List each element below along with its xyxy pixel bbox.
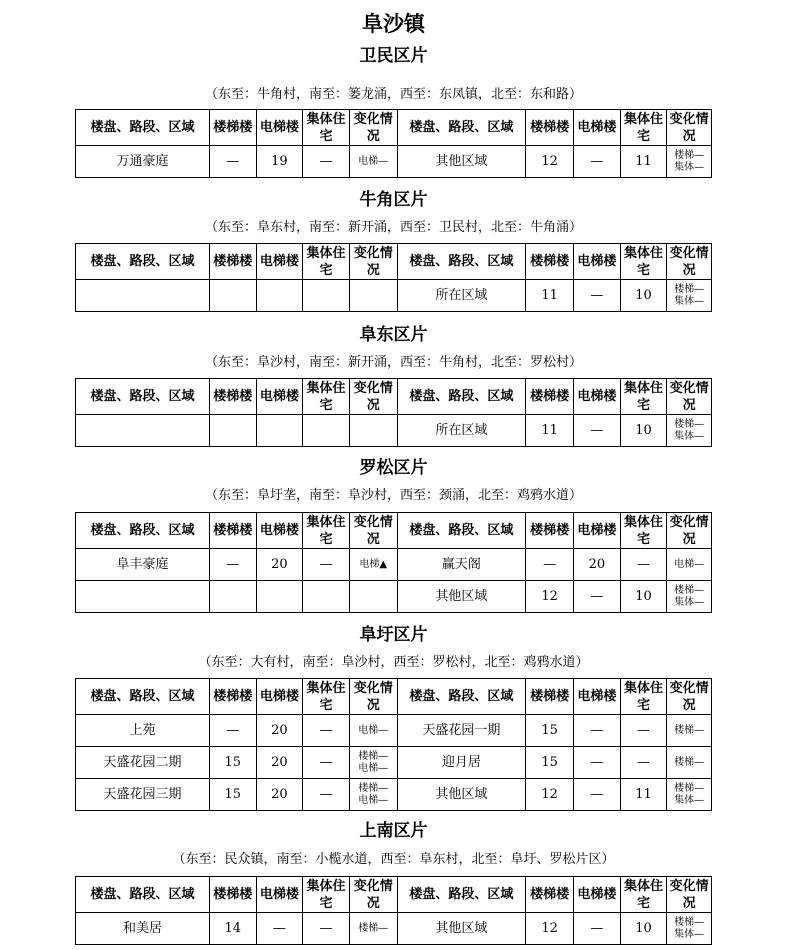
table-cell: 12 xyxy=(526,581,574,613)
change-cell xyxy=(667,549,712,581)
change-line: 电梯— xyxy=(358,794,389,806)
column-header: 楼梯楼 xyxy=(526,679,574,715)
table-cell: 其他区域 xyxy=(397,779,526,811)
change-line: 集体— xyxy=(674,928,705,940)
table-row xyxy=(76,415,712,447)
table-cell: 12 xyxy=(526,146,574,178)
table-cell: 和美居 xyxy=(76,913,210,945)
table-cell: — xyxy=(574,146,621,178)
column-header: 电梯楼 xyxy=(574,513,621,549)
column-header: 楼盘、路段、区域 xyxy=(76,110,210,146)
price-table xyxy=(75,876,712,945)
table-cell: — xyxy=(209,549,256,581)
table-cell: — xyxy=(256,913,303,945)
section-boundaries: （东至：大有村，南至：阜沙村，西至：罗松村，北至：鸡鸦水道） xyxy=(198,655,589,670)
table-cell: 20 xyxy=(256,779,303,811)
table-row xyxy=(76,146,712,178)
table-cell: 天盛花园二期 xyxy=(76,747,210,779)
change-line: 楼梯— xyxy=(674,724,705,736)
column-header: 变化情况 xyxy=(667,244,712,280)
table-header-row xyxy=(76,679,712,715)
table-cell: — xyxy=(574,913,621,945)
section-title: 罗松区片 xyxy=(359,458,428,478)
table-cell: 15 xyxy=(209,747,256,779)
table-cell: 上苑 xyxy=(76,715,210,747)
table-cell xyxy=(303,415,350,447)
table-cell: 11 xyxy=(620,779,667,811)
table-cell: 10 xyxy=(620,280,667,312)
table-row xyxy=(76,779,712,811)
change-cell xyxy=(667,913,712,945)
table-cell xyxy=(209,581,256,613)
change-cell xyxy=(349,779,397,811)
column-header: 楼梯楼 xyxy=(526,244,574,280)
table-cell: — xyxy=(574,747,621,779)
table-cell: 15 xyxy=(526,715,574,747)
column-header: 集体住宅 xyxy=(620,110,667,146)
table-cell: 15 xyxy=(209,779,256,811)
section-boundaries: （东至：阜圩垄，南至：阜沙村，西至：颈涌，北至：鸡鸦水道） xyxy=(204,488,582,503)
table-cell: 赢天阁 xyxy=(397,549,526,581)
section-title: 阜圩区片 xyxy=(359,625,428,645)
column-header: 楼梯楼 xyxy=(209,679,256,715)
price-table xyxy=(75,678,712,811)
table-cell: 所在区域 xyxy=(397,280,526,312)
table-cell: 11 xyxy=(526,415,574,447)
column-header: 楼盘、路段、区域 xyxy=(397,513,526,549)
column-header: 楼盘、路段、区域 xyxy=(397,110,526,146)
column-header: 变化情况 xyxy=(349,513,397,549)
section-title: 卫民区片 xyxy=(359,46,428,66)
table-cell: 10 xyxy=(620,415,667,447)
column-header: 电梯楼 xyxy=(256,877,303,913)
column-header: 集体住宅 xyxy=(620,244,667,280)
table-cell: — xyxy=(574,415,621,447)
table-cell: — xyxy=(574,581,621,613)
table-cell: 12 xyxy=(526,779,574,811)
table-cell: — xyxy=(209,146,256,178)
table-header-row xyxy=(76,244,712,280)
table-cell: 11 xyxy=(620,146,667,178)
table-cell: — xyxy=(620,715,667,747)
table-cell xyxy=(209,280,256,312)
table-cell: 天盛花园一期 xyxy=(397,715,526,747)
table-row xyxy=(76,280,712,312)
change-line: 电梯— xyxy=(358,155,389,167)
table-cell: 11 xyxy=(526,280,574,312)
change-line: 集体— xyxy=(674,794,705,806)
change-line: 楼梯— xyxy=(674,418,705,430)
table-cell: 19 xyxy=(256,146,303,178)
column-header: 楼盘、路段、区域 xyxy=(397,244,526,280)
change-line: 楼梯— xyxy=(358,922,389,934)
table-cell xyxy=(209,415,256,447)
column-header: 变化情况 xyxy=(667,513,712,549)
section-boundaries: （东至：牛角村，南至：篓龙涌，西至：东凤镇，北至：东和路） xyxy=(204,87,582,102)
change-cell xyxy=(667,747,712,779)
price-table xyxy=(75,243,712,312)
column-header: 集体住宅 xyxy=(303,244,350,280)
section-boundaries: （东至：阜东村，南至：新开涌，西至：卫民村，北至：牛角涌） xyxy=(204,220,582,235)
column-header: 变化情况 xyxy=(349,244,397,280)
change-cell xyxy=(667,280,712,312)
table-cell: 天盛花园三期 xyxy=(76,779,210,811)
change-line: 集体— xyxy=(674,430,705,442)
column-header: 电梯楼 xyxy=(574,110,621,146)
change-line: 集体— xyxy=(674,161,705,173)
table-row xyxy=(76,913,712,945)
column-header: 楼盘、路段、区域 xyxy=(397,877,526,913)
change-cell xyxy=(349,581,397,613)
table-cell: 12 xyxy=(526,913,574,945)
price-table xyxy=(75,109,712,178)
table-row xyxy=(76,581,712,613)
table-header-row xyxy=(76,110,712,146)
table-cell: — xyxy=(303,913,350,945)
change-cell xyxy=(349,715,397,747)
change-line: 电梯— xyxy=(358,762,389,774)
column-header: 楼盘、路段、区域 xyxy=(397,379,526,415)
column-header: 电梯楼 xyxy=(256,379,303,415)
change-cell xyxy=(349,747,397,779)
table-cell: 迎月居 xyxy=(397,747,526,779)
table-cell xyxy=(303,581,350,613)
table-header-row xyxy=(76,877,712,913)
table-cell: — xyxy=(526,549,574,581)
column-header: 楼盘、路段、区域 xyxy=(76,244,210,280)
section-boundaries: （东至：阜沙村，南至：新开涌，西至：牛角村，北至：罗松村） xyxy=(204,355,582,370)
table-cell: 10 xyxy=(620,581,667,613)
change-cell xyxy=(349,280,397,312)
column-header: 集体住宅 xyxy=(620,379,667,415)
change-line: 集体— xyxy=(674,596,705,608)
table-cell: — xyxy=(209,715,256,747)
change-line: 楼梯— xyxy=(674,916,705,928)
change-cell xyxy=(667,581,712,613)
column-header: 变化情况 xyxy=(667,877,712,913)
change-cell xyxy=(667,415,712,447)
table-cell xyxy=(303,280,350,312)
table-cell: 其他区域 xyxy=(397,581,526,613)
column-header: 集体住宅 xyxy=(303,379,350,415)
column-header: 变化情况 xyxy=(667,679,712,715)
table-cell: — xyxy=(303,747,350,779)
table-cell: 10 xyxy=(620,913,667,945)
price-table xyxy=(75,512,712,613)
column-header: 变化情况 xyxy=(349,877,397,913)
change-line: 楼梯— xyxy=(674,584,705,596)
column-header: 变化情况 xyxy=(349,379,397,415)
table-row xyxy=(76,747,712,779)
section-boundaries: （东至：民众镇，南至：小榄水道，西至：阜东村，北至：阜圩、罗松片区） xyxy=(172,852,615,867)
column-header: 集体住宅 xyxy=(303,513,350,549)
column-header: 集体住宅 xyxy=(303,679,350,715)
table-cell: — xyxy=(620,549,667,581)
column-header: 变化情况 xyxy=(667,110,712,146)
table-cell: 阜丰豪庭 xyxy=(76,549,210,581)
bottom-rule xyxy=(75,944,712,945)
table-cell xyxy=(76,581,210,613)
table-row xyxy=(76,715,712,747)
table-cell: 15 xyxy=(526,747,574,779)
column-header: 电梯楼 xyxy=(574,877,621,913)
table-cell xyxy=(256,415,303,447)
column-header: 楼梯楼 xyxy=(209,877,256,913)
change-line: 楼梯— xyxy=(674,149,705,161)
table-cell: — xyxy=(620,747,667,779)
change-line: 楼梯— xyxy=(674,283,705,295)
column-header: 楼梯楼 xyxy=(526,110,574,146)
change-cell xyxy=(667,146,712,178)
column-header: 楼盘、路段、区域 xyxy=(76,679,210,715)
column-header: 楼梯楼 xyxy=(526,513,574,549)
table-cell: — xyxy=(574,715,621,747)
column-header: 集体住宅 xyxy=(303,110,350,146)
change-cell xyxy=(667,715,712,747)
change-cell xyxy=(349,549,397,581)
page-title: 阜沙镇 xyxy=(362,11,425,36)
change-line: 楼梯— xyxy=(358,750,389,762)
table-cell: 其他区域 xyxy=(397,146,526,178)
table-cell: 20 xyxy=(256,715,303,747)
section-title: 牛角区片 xyxy=(359,190,428,210)
table-cell: — xyxy=(303,146,350,178)
column-header: 变化情况 xyxy=(349,110,397,146)
section-title: 上南区片 xyxy=(359,821,428,841)
change-cell xyxy=(667,779,712,811)
column-header: 电梯楼 xyxy=(256,244,303,280)
column-header: 集体住宅 xyxy=(303,877,350,913)
column-header: 电梯楼 xyxy=(256,679,303,715)
table-cell xyxy=(76,280,210,312)
table-row xyxy=(76,549,712,581)
column-header: 电梯楼 xyxy=(574,379,621,415)
table-cell: 20 xyxy=(574,549,621,581)
column-header: 楼梯楼 xyxy=(526,379,574,415)
table-cell: 20 xyxy=(256,747,303,779)
change-line: 集体— xyxy=(674,295,705,307)
column-header: 电梯楼 xyxy=(256,110,303,146)
table-cell: 20 xyxy=(256,549,303,581)
column-header: 楼盘、路段、区域 xyxy=(397,679,526,715)
change-line: 电梯— xyxy=(358,724,389,736)
change-line: 电梯— xyxy=(674,558,705,570)
table-cell: 万通豪庭 xyxy=(76,146,210,178)
change-cell xyxy=(349,913,397,945)
table-header-row xyxy=(76,513,712,549)
section-title: 阜东区片 xyxy=(359,325,428,345)
change-line: 楼梯— xyxy=(358,782,389,794)
column-header: 楼梯楼 xyxy=(209,513,256,549)
price-table xyxy=(75,378,712,447)
table-cell: — xyxy=(574,779,621,811)
column-header: 楼盘、路段、区域 xyxy=(76,513,210,549)
table-cell: 14 xyxy=(209,913,256,945)
column-header: 楼梯楼 xyxy=(209,379,256,415)
table-cell: — xyxy=(303,715,350,747)
table-cell: — xyxy=(303,549,350,581)
table-cell: — xyxy=(303,779,350,811)
column-header: 集体住宅 xyxy=(620,679,667,715)
column-header: 集体住宅 xyxy=(620,877,667,913)
column-header: 电梯楼 xyxy=(574,679,621,715)
table-cell: 所在区域 xyxy=(397,415,526,447)
change-cell xyxy=(349,146,397,178)
table-cell: — xyxy=(574,280,621,312)
table-cell xyxy=(256,280,303,312)
change-line: 楼梯— xyxy=(674,756,705,768)
column-header: 楼梯楼 xyxy=(209,110,256,146)
table-cell xyxy=(256,581,303,613)
column-header: 集体住宅 xyxy=(620,513,667,549)
column-header: 楼盘、路段、区域 xyxy=(76,877,210,913)
change-line: 电梯▲ xyxy=(359,558,388,570)
column-header: 变化情况 xyxy=(349,679,397,715)
table-cell xyxy=(76,415,210,447)
table-header-row xyxy=(76,379,712,415)
column-header: 电梯楼 xyxy=(256,513,303,549)
change-cell xyxy=(349,415,397,447)
table-cell: 其他区域 xyxy=(397,913,526,945)
column-header: 电梯楼 xyxy=(574,244,621,280)
change-line: 楼梯— xyxy=(674,782,705,794)
column-header: 楼盘、路段、区域 xyxy=(76,379,210,415)
column-header: 楼梯楼 xyxy=(209,244,256,280)
column-header: 变化情况 xyxy=(667,379,712,415)
column-header: 楼梯楼 xyxy=(526,877,574,913)
